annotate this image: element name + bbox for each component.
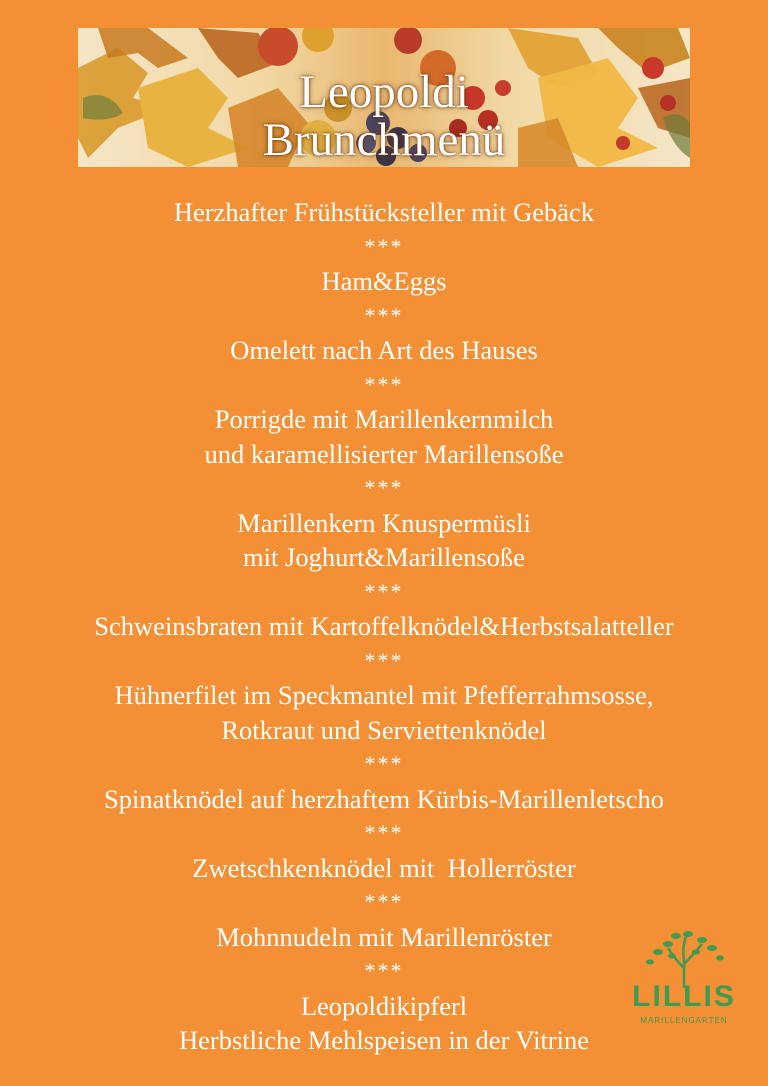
menu-item — [20, 333, 748, 368]
menu-separator: *** — [364, 578, 404, 604]
menu-item — [20, 195, 748, 230]
logo-subtitle: MARILLENGARTEN — [640, 1016, 728, 1025]
menu-separator: *** — [364, 475, 404, 500]
menu-item — [20, 264, 748, 299]
menu-item — [20, 851, 748, 886]
header-banner — [78, 28, 690, 167]
menu-item-text: Herbstliche Mehlspeisen in der Vitrine — [178, 1025, 590, 1055]
menu-separator: *** — [364, 302, 404, 328]
lillis-logo — [628, 930, 740, 1030]
menu-item — [20, 402, 748, 471]
menu-item-text: Schweinsbraten mit Kartoffelknödel&Herbstsalatteller — [94, 611, 674, 641]
menu-item-text: Mohnnudeln mit Marillenröster — [216, 921, 552, 952]
menu-item-text: Zwetschkenknödel mit Hollerröster — [192, 852, 576, 883]
menu-item-text: Hühnerfilet im Speckmantel mit Pfefferrahmsosse, — [114, 680, 654, 710]
menu-item-text: Omelett nach Art des Hauses — [230, 335, 538, 365]
menu-item — [20, 506, 748, 575]
menu-item — [20, 609, 748, 644]
menu-item-text: Leopoldikipferl — [300, 990, 468, 1021]
menu-item — [20, 678, 748, 747]
menu-item-text: Herzhafter Frühstücksteller mit Gebäck — [173, 197, 595, 227]
page-title-line1: Leopoldi — [299, 66, 469, 118]
menu-separator: *** — [364, 958, 404, 983]
menu-separator: *** — [364, 233, 404, 259]
menu-separator: *** — [364, 751, 404, 776]
menu-separator: *** — [364, 371, 404, 397]
menu-separator: *** — [364, 820, 404, 845]
menu-separator: *** — [364, 889, 404, 914]
menu-item-text: Rotkraut und Serviettenknödel — [221, 714, 547, 745]
page-title-line2: Brunchmenü — [262, 114, 506, 166]
menu-item-text: Ham&Eggs — [321, 266, 447, 296]
menu-separator: *** — [364, 647, 404, 673]
menu-item-text: Marillenkern Knuspermüsli — [237, 507, 531, 538]
page-title — [78, 68, 690, 164]
brunch-menu — [20, 195, 748, 1058]
menu-item-text: mit Joghurt&Marillensoße — [243, 542, 525, 572]
logo-wordmark: LILLIS — [632, 980, 736, 1013]
menu-item-text: Spinatknödel auf herzhaftem Kürbis-Marillenletscho — [103, 783, 664, 814]
menu-item-text: und karamellisierter Marillensoße — [204, 438, 564, 469]
menu-item-text: Porrigde mit Marillenkernmilch — [214, 404, 554, 434]
menu-item — [20, 782, 748, 817]
